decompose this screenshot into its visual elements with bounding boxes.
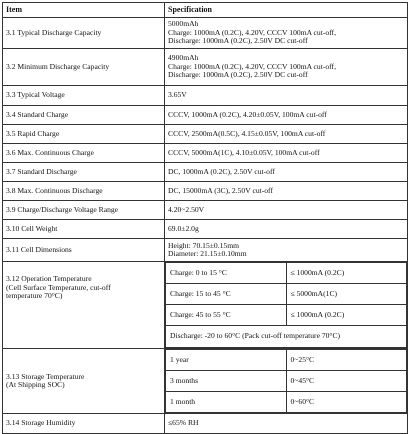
- spec-cell-weight: 69.0±2.0g: [165, 220, 408, 239]
- charge-range-cell: Charge: 15 to 45 °C: [166, 284, 287, 305]
- item-typical-capacity: 3.1 Typical Discharge Capacity: [3, 18, 165, 49]
- spec-storage-temperature: [165, 349, 408, 414]
- subtable-row: [166, 371, 407, 392]
- table-row: [3, 144, 408, 163]
- item-line: 3.13 Storage Temperature: [6, 371, 85, 381]
- subtable-row: [166, 263, 407, 284]
- item-storage-temperature: [3, 349, 165, 414]
- item-line: temperature 70°C): [6, 291, 63, 301]
- table-row: [3, 220, 408, 239]
- spec-line: 5000mAh: [168, 19, 199, 29]
- header-item: Item: [3, 3, 165, 18]
- header-specification: Specification: [165, 3, 408, 18]
- spec-standard-discharge: DC, 1000mA (0.2C), 2.50V cut-off: [165, 163, 408, 182]
- spec-typical-voltage: 3.65V: [165, 86, 408, 106]
- table-row: [3, 201, 408, 220]
- storage-period-cell: 1 year: [166, 350, 287, 371]
- item-typical-voltage: 3.3 Typical Voltage: [3, 86, 165, 106]
- spec-line: Discharge: 1000mA (0.2C), 2.50V DC cut-off: [168, 70, 308, 80]
- subtable-row: [166, 392, 407, 413]
- spec-line: Charge: 1000mA (0.2C), 4.20V, CCCV 100mA cut-off,: [168, 61, 336, 71]
- table-row: [3, 125, 408, 144]
- storage-range-cell: 0~60°C: [286, 392, 407, 413]
- operation-temperature-subtable: [165, 262, 407, 348]
- storage-temperature-subtable: [165, 349, 407, 413]
- spec-line: Height: 70.15±0.15mm: [168, 240, 240, 250]
- table-row: [3, 349, 408, 414]
- charge-range-cell: Charge: 0 to 15 °C: [166, 263, 287, 284]
- spec-rapid-charge: CCCV, 2500mA(0.5C), 4.15±0.05V, 100mA cut-off: [165, 125, 408, 144]
- table-row: [3, 49, 408, 86]
- table-row: [3, 414, 408, 434]
- table-row: [3, 262, 408, 349]
- item-cell-dimensions: 3.11 Cell Dimensions: [3, 239, 165, 262]
- item-rapid-charge: 3.5 Rapid Charge: [3, 125, 165, 144]
- table-row: [3, 163, 408, 182]
- spec-max-continuous-charge: CCCV, 5000mA(1C), 4.10±0.05V, 100mA cut-off: [165, 144, 408, 163]
- subtable-row: [166, 284, 407, 305]
- spec-max-continuous-discharge: DC, 15000mA (3C), 2.50V cut-off: [165, 182, 408, 201]
- item-cell-weight: 3.10 Cell Weight: [3, 220, 165, 239]
- discharge-temperature-cell: Discharge: -20 to 60°C (Pack cut-off temperature 70°C): [166, 326, 407, 348]
- charge-range-cell: Charge: 45 to 55 °C: [166, 305, 287, 326]
- spec-storage-humidity: ≤65% RH: [165, 414, 408, 434]
- storage-period-cell: 3 months: [166, 371, 287, 392]
- spec-line: Charge: 1000mA (0.2C), 4.20V, CCCV 100mA cut-off,: [168, 27, 336, 37]
- item-line: 3.12 Operation Temperature: [6, 274, 92, 284]
- item-standard-charge: 3.4 Standard Charge: [3, 106, 165, 125]
- subtable-row: [166, 326, 407, 348]
- table-row: [3, 18, 408, 49]
- item-operation-temperature: [3, 262, 165, 349]
- spec-line: 4900mAh: [168, 53, 199, 63]
- item-max-continuous-discharge: 3.8 Max. Continuous Discharge: [3, 182, 165, 201]
- item-max-continuous-charge: 3.6 Max. Continuous Charge: [3, 144, 165, 163]
- spec-cell-dimensions: [165, 239, 408, 262]
- storage-period-cell: 1 month: [166, 392, 287, 413]
- charge-current-cell: ≤ 1000mA (0.2C): [286, 263, 407, 284]
- spec-minimum-capacity: [165, 49, 408, 86]
- spec-typical-capacity: [165, 18, 408, 49]
- table-row: [3, 182, 408, 201]
- item-line: (At Shipping SOC): [6, 380, 65, 389]
- charge-current-cell: ≤ 1000mA (0.2C): [286, 305, 407, 326]
- spec-line: Diameter: 21.15±0.10mm: [168, 249, 247, 258]
- charge-current-cell: ≤ 5000mA(1C): [286, 284, 407, 305]
- item-standard-discharge: 3.7 Standard Discharge: [3, 163, 165, 182]
- table-row: [3, 239, 408, 262]
- spec-line: Discharge: 1000mA (0.2C), 2.50V DC cut-off: [168, 36, 308, 46]
- table-row: [3, 106, 408, 125]
- subtable-row: [166, 350, 407, 371]
- storage-range-cell: 0~25°C: [286, 350, 407, 371]
- table-row: [3, 86, 408, 106]
- storage-range-cell: 0~45°C: [286, 371, 407, 392]
- spec-operation-temperature: [165, 262, 408, 349]
- item-storage-humidity: 3.14 Storage Humidity: [3, 414, 165, 434]
- spec-voltage-range: 4.20~2.50V: [165, 201, 408, 220]
- item-minimum-capacity: 3.2 Minimum Discharge Capacity: [3, 49, 165, 86]
- specification-table: [2, 2, 408, 434]
- item-voltage-range: 3.9 Charge/Discharge Voltage Range: [3, 201, 165, 220]
- spec-standard-charge: CCCV, 1000mA (0.2C), 4.20±0.05V, 100mA cut-off: [165, 106, 408, 125]
- table-header-row: [3, 3, 408, 18]
- subtable-row: [166, 305, 407, 326]
- item-line: (Cell Surface Temperature, cut-off: [6, 282, 111, 292]
